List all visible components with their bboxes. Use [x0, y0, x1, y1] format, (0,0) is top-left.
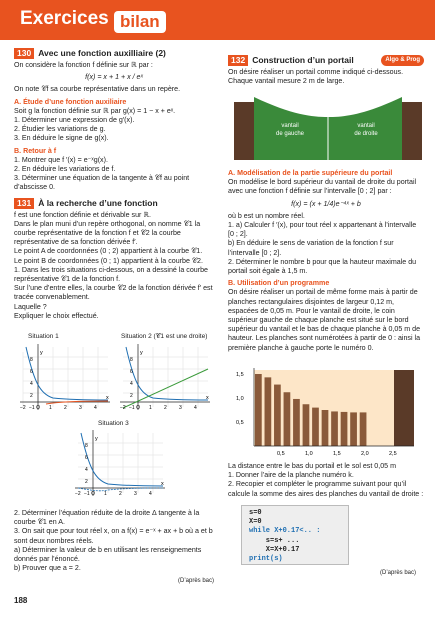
ex131-questions: [14, 509, 214, 587]
plank-bar: [265, 377, 272, 446]
svg-text:y: y: [40, 350, 43, 356]
svg-text:3: 3: [134, 491, 137, 497]
exercise-number: 130: [14, 48, 34, 59]
part-b-text: On désire réaliser un portail de même forme mais à partir de planches rectangulaires disjointes de largeur 0,12 m, espacées de 0,05 m. Pour le vantail de droite, le coin supérieur gauche de chaque planche est situé sur le bord supérieur du vantail et le bas de chaque planche à 0,05 m de hauteur. Les planches sont numérotées à partir de 0 : ainsi la première planche à gauche porte le numéro 0.: [228, 288, 421, 352]
plank-bar: [303, 404, 310, 446]
part-a-title: A. Modélisation de la partie supérieure du portail: [228, 169, 393, 177]
exercise-title: Avec une fonction auxilliaire (2): [38, 47, 166, 58]
ex132-part-a: [228, 166, 424, 353]
header-badge: bilan: [114, 11, 166, 33]
svg-text:6: 6: [85, 455, 88, 461]
plank-bar: [322, 410, 329, 446]
svg-text:8: 8: [130, 357, 133, 363]
situation-2-label: Situation 2 (𝒞1 est une droite): [121, 333, 208, 340]
plank-bar: [274, 385, 281, 446]
situation-1-graph: [18, 342, 113, 417]
x-tick-label: 2,5: [389, 451, 397, 457]
right-post: [402, 102, 422, 160]
svg-text:−1 O: −1 O: [129, 405, 140, 411]
x-tick-label: 1,5: [333, 451, 341, 457]
svg-text:2: 2: [30, 393, 33, 399]
intro: On considère la fonction f définie sur ℝ par :: [14, 61, 153, 69]
ex132-part-b: [228, 462, 424, 499]
text-line: 1. Dans les trois situations ci-dessous, on a dessiné la courbe représentative 𝒞1 de la fonction f.: [14, 265, 208, 284]
text-line: Le point A de coordonnées (0 ; 2) appartient à la courbe 𝒞1.: [14, 247, 203, 256]
svg-text:4: 4: [30, 381, 33, 387]
svg-text:x: x: [206, 395, 209, 401]
question: 3. En déduire le signe de g(x).: [14, 134, 109, 143]
svg-text:−2: −2: [20, 405, 26, 411]
header-bar: [0, 0, 435, 40]
svg-text:2: 2: [85, 479, 88, 485]
svg-text:6: 6: [130, 369, 133, 375]
question: a) Déterminer la valeur de b en utilisant les renseignements donnés par l’énoncé.: [14, 545, 202, 564]
text-line: f est une fonction définie et dérivable sur ℝ.: [14, 210, 151, 219]
svg-text:3: 3: [79, 405, 82, 411]
left-post: [234, 102, 254, 160]
question: 3. On sait que pour tout réel x, on a f(x) = e⁻ˣ + ax + b où a et b sont deux nombres réels.: [14, 527, 213, 545]
svg-text:y: y: [140, 350, 143, 356]
question: 1. Donner l’aire de la planche numéro k.: [228, 471, 354, 480]
svg-text:−1 O: −1 O: [29, 405, 40, 411]
planks-chart: [232, 368, 422, 460]
plank-bar: [284, 392, 291, 446]
svg-text:2: 2: [64, 405, 67, 411]
text-line: Laquelle ?: [14, 302, 47, 311]
plank-bar: [360, 412, 367, 446]
header-title: Exercices: [20, 8, 109, 29]
exercise-title: À la recherche d’une fonction: [38, 197, 158, 208]
situation-1-label: Situation 1: [28, 333, 59, 340]
svg-text:1: 1: [49, 405, 52, 411]
x-tick-label: 1,0: [305, 451, 313, 457]
question: 2. Déterminer l’équation réduite de la droite Δ tangente à la courbe 𝒞1 en A.: [14, 509, 200, 527]
gate-illustration: [232, 87, 424, 162]
question: b) Prouver que a = 2.: [14, 564, 81, 573]
source: (D’après bac): [380, 570, 417, 576]
code-line: s=0: [249, 509, 262, 517]
part-a-text: On modélise le bord supérieur du vantail de droite du portail avec une fonction f définie sur l’intervalle [0 ; 2] par :: [228, 178, 417, 196]
source: (D’après bac): [177, 578, 214, 585]
formula: f(x) = (x + 1/4)e⁻⁴ˣ + b: [291, 199, 361, 208]
y-tick-label: 1,0: [236, 396, 244, 402]
question: 3. Déterminer une équation de la tangente à 𝒞f au point d’abscisse 0.: [14, 174, 190, 192]
plank-bar: [350, 412, 357, 446]
code-block: [241, 505, 349, 565]
svg-text:de droite: de droite: [354, 131, 378, 137]
text-line: Le point B de coordonnées (0 ; 1) appartient à la courbe 𝒞2.: [14, 256, 203, 265]
text-line: Expliquer le choix effectué.: [14, 311, 99, 320]
part-a-title: A. Étude d’une fonction auxiliaire: [14, 97, 127, 106]
intro: On désire réaliser un portail comme indiqué ci-dessous. Chaque vantail mesure 2 m de large.: [228, 68, 404, 86]
curve-c2: [46, 401, 108, 404]
exercise-132-heading: [228, 55, 424, 66]
code-line: print(s): [249, 555, 283, 564]
text-line: Sur l’une d’entre elles, la courbe 𝒞2 de la fonction dérivée f′ est tracée convenablement.: [14, 284, 213, 302]
question: 1. Montrer que f ′(x) = e⁻ˣg(x).: [14, 155, 108, 164]
svg-text:4: 4: [194, 405, 197, 411]
x-tick-label: 0,5: [277, 451, 285, 457]
part-b-title: B. Retour à f: [14, 146, 57, 155]
situation-3-graph: [73, 428, 168, 503]
exercise-131-heading: [14, 198, 214, 209]
right-label: vantail: [357, 123, 375, 129]
question: b) En déduire le sens de variation de la fonction f sur l’intervalle [0 ; 2].: [228, 239, 394, 257]
svg-text:−2: −2: [120, 405, 126, 411]
svg-text:1: 1: [104, 491, 107, 497]
svg-text:y: y: [95, 436, 98, 442]
text-line: La distance entre le bas du portail et le sol est 0,05 m: [228, 462, 396, 470]
plank-bar: [293, 399, 300, 446]
right-post: [394, 370, 414, 446]
svg-text:−2: −2: [75, 491, 81, 497]
plank-bar: [312, 408, 319, 446]
question: 2. Recopier et compléter le programme suivant pour qu’il calcule la somme des aires des planches du vantail de droite :: [228, 480, 424, 498]
svg-text:4: 4: [85, 467, 88, 473]
svg-text:2: 2: [119, 491, 122, 497]
exercise-number: 131: [14, 198, 34, 209]
exercise-number: 132: [228, 55, 248, 66]
code-line: X=X+0.17: [249, 545, 300, 554]
svg-text:4: 4: [94, 405, 97, 411]
left-label: vantail: [281, 123, 299, 129]
algo-tag: Algo & Prog: [381, 55, 424, 66]
svg-text:x: x: [161, 481, 164, 487]
exercise-title: Construction d’un portail: [252, 55, 354, 65]
right-column: [228, 55, 424, 87]
svg-text:−1 O: −1 O: [84, 491, 95, 497]
question: 2. En déduire les variations de f.: [14, 165, 116, 174]
left-column: [14, 48, 214, 321]
plank-bar: [331, 411, 338, 446]
svg-text:x: x: [106, 395, 109, 401]
plank-bar: [341, 412, 348, 446]
svg-text:4: 4: [130, 381, 133, 387]
svg-text:3: 3: [179, 405, 182, 411]
svg-text:8: 8: [30, 357, 33, 363]
svg-text:6: 6: [30, 369, 33, 375]
curve-note: On note 𝒞f sa courbe représentative dans un repère.: [14, 85, 181, 94]
question: 1. Déterminer une expression de g′(x).: [14, 116, 135, 125]
question: 1. a) Calculer f ′(x), pour tout réel x appartenant à l’intervalle [0 ; 2].: [228, 221, 417, 239]
code-line: s=s+ ...: [249, 536, 300, 545]
exercise-130-heading: [14, 48, 214, 59]
part-b-title: B. Utilisation d’un programme: [228, 279, 330, 288]
svg-text:4: 4: [149, 491, 152, 497]
x-tick-label: 2,0: [361, 451, 369, 457]
plank-bar: [255, 374, 262, 446]
y-tick-label: 1,5: [236, 372, 244, 378]
text-line: où b est un nombre réel.: [228, 211, 305, 220]
svg-text:8: 8: [85, 443, 88, 449]
svg-text:2: 2: [130, 393, 133, 399]
question: 2. Déterminer le nombre b pour que la hauteur maximale du portail soit égale à 1,5 m.: [228, 257, 417, 276]
svg-text:1: 1: [149, 405, 152, 411]
y-tick-label: 0,5: [236, 420, 244, 426]
svg-text:de gauche: de gauche: [275, 131, 305, 137]
situation-3-label: Situation 3: [98, 420, 129, 427]
svg-text:2: 2: [164, 405, 167, 411]
part-a-text: Soit g la fonction définie sur ℝ par g(x) = 1 − x + eˣ.: [14, 106, 176, 115]
situation-2-graph: [118, 342, 213, 417]
text-line: Dans le plan muni d’un repère orthogonal, on nomme 𝒞1 la courbe représentative de la fonction f et 𝒞2 la courbe représentative de sa fonction dérivée f′.: [14, 219, 201, 247]
formula: f(x) = x + 1 + x / eˣ: [85, 73, 143, 82]
code-line: while X+0.17<.. :: [249, 527, 321, 536]
page-number: 188: [14, 596, 28, 605]
code-line: X=0: [249, 518, 262, 527]
question: 2. Étudier les variations de g.: [14, 125, 106, 134]
